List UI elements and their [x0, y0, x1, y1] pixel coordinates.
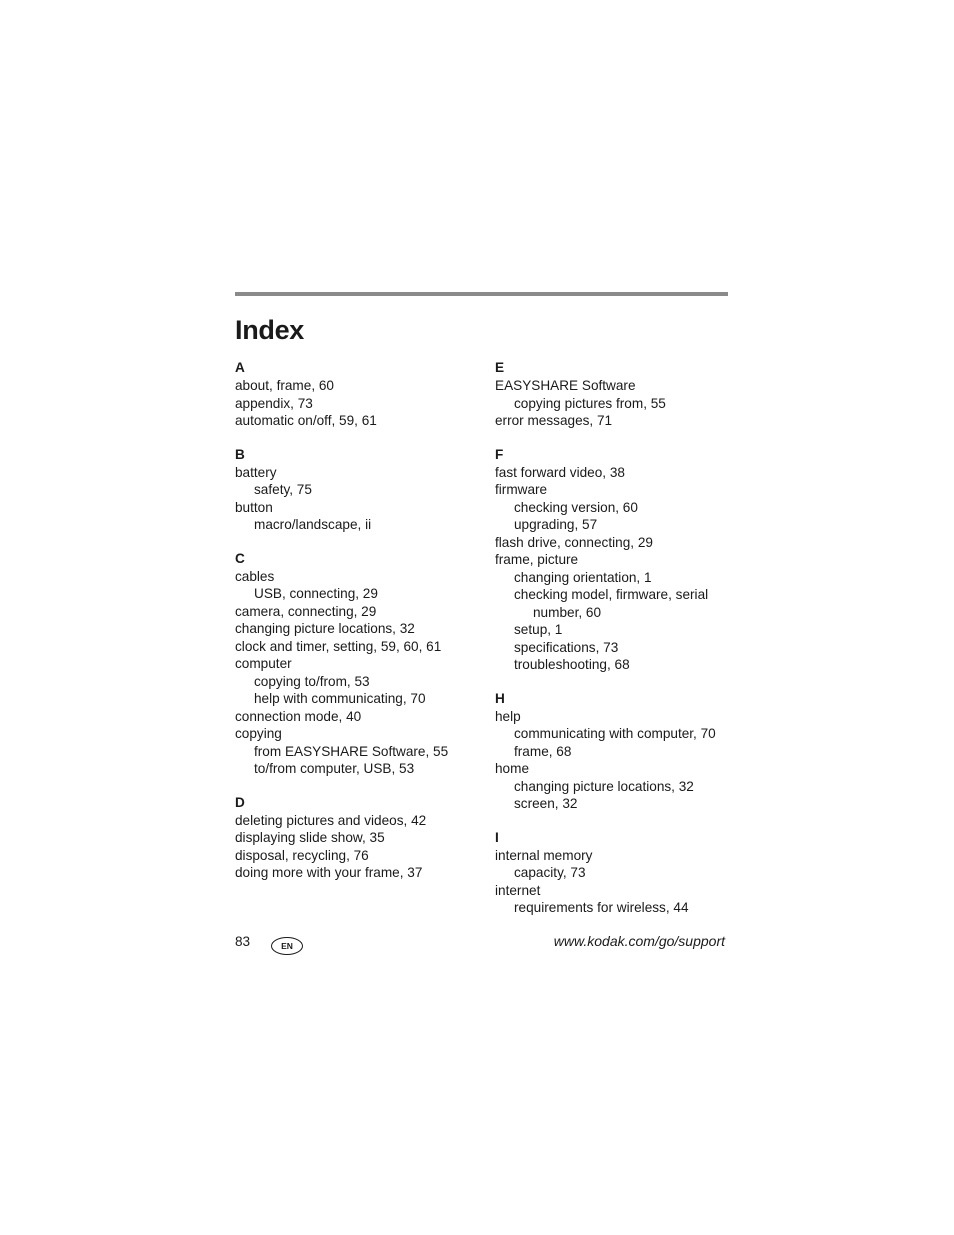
index-entry: automatic on/off, 59, 61 [235, 413, 377, 428]
page-title: Index [235, 315, 305, 345]
index-subentry: checking version, 60 [514, 499, 638, 515]
index-subentry: copying to/from, 53 [254, 673, 370, 689]
index-letter-heading: E [495, 360, 505, 375]
index-subentry: macro/landscape, ii [254, 517, 372, 532]
index-subentry: changing orientation, 1 [514, 569, 652, 585]
index-subentry: capacity, 73 [514, 865, 586, 880]
index-subentry: setup, 1 [514, 622, 563, 637]
index-entry: doing more with your frame, 37 [235, 865, 423, 880]
index-entry: cables [235, 568, 275, 584]
index-subentry: screen, 32 [514, 796, 578, 811]
index-letter-heading: I [495, 829, 499, 845]
index-subentry: number, 60 [533, 604, 602, 620]
index-entry: frame, picture [495, 552, 579, 567]
language-badge-icon: EN [271, 937, 303, 955]
index-subentry: requirements for wireless, 44 [514, 900, 689, 915]
index-subentry: specifications, 73 [514, 639, 619, 655]
index-entry: clock and timer, setting, 59, 60, 61 [235, 638, 442, 654]
index-entry: fast forward video, 38 [495, 464, 625, 480]
index-group [495, 445, 740, 674]
index-group [235, 549, 480, 778]
index-subentry: from EASYSHARE Software, 55 [254, 743, 449, 759]
index-letter-heading: D [235, 794, 245, 810]
index-letter-heading: A [235, 360, 245, 375]
index-group [495, 358, 740, 430]
index-entry: home [495, 761, 530, 776]
index-entry: internet [495, 882, 541, 898]
index-entry: button [235, 499, 273, 515]
index-entry: appendix, 73 [235, 395, 313, 411]
index-group [235, 445, 480, 534]
index-entry: connection mode, 40 [235, 708, 362, 724]
index-subentry: communicating with computer, 70 [514, 726, 716, 741]
index-subentry: frame, 68 [514, 743, 572, 759]
index-letter-heading: H [495, 690, 505, 706]
index-group [495, 828, 740, 917]
index-entry: camera, connecting, 29 [235, 603, 377, 619]
index-subentry: copying pictures from, 55 [514, 395, 666, 411]
index-subentry: checking model, firmware, serial [514, 587, 709, 602]
index-subentry: to/from computer, USB, 53 [254, 761, 415, 776]
index-entry: help [495, 708, 521, 724]
index-letter-heading: F [495, 446, 504, 462]
index-entry: displaying slide show, 35 [235, 830, 385, 845]
index-letter-heading: B [235, 446, 245, 462]
index-column-left [235, 358, 480, 897]
index-subentry: safety, 75 [254, 482, 312, 497]
index-group [495, 689, 740, 813]
index-subentry: troubleshooting, 68 [514, 657, 630, 672]
index-entry: firmware [495, 482, 548, 497]
header-rule [235, 292, 728, 296]
index-entry: error messages, 71 [495, 413, 613, 428]
page-number: 83 [235, 934, 251, 949]
index-entry: flash drive, connecting, 29 [495, 534, 653, 550]
index-entry: computer [235, 656, 292, 671]
index-column-right [495, 358, 740, 932]
index-subentry: upgrading, 57 [514, 517, 598, 532]
index-group [235, 793, 480, 882]
index-subentry: help with communicating, 70 [254, 691, 426, 706]
index-letter-heading: C [235, 550, 245, 566]
index-subentry: USB, connecting, 29 [254, 586, 378, 601]
support-url: www.kodak.com/go/support [553, 933, 725, 949]
index-entry: internal memory [495, 847, 593, 863]
index-group [235, 358, 480, 430]
index-entry: changing picture locations, 32 [235, 621, 415, 636]
index-subentry: changing picture locations, 32 [514, 778, 694, 794]
index-entry: about, frame, 60 [235, 378, 334, 393]
index-entry: disposal, recycling, 76 [235, 847, 369, 863]
index-entry: EASYSHARE Software [495, 378, 636, 393]
index-entry: battery [235, 464, 277, 480]
index-entry: copying [235, 726, 282, 741]
index-entry: deleting pictures and videos, 42 [235, 812, 427, 828]
